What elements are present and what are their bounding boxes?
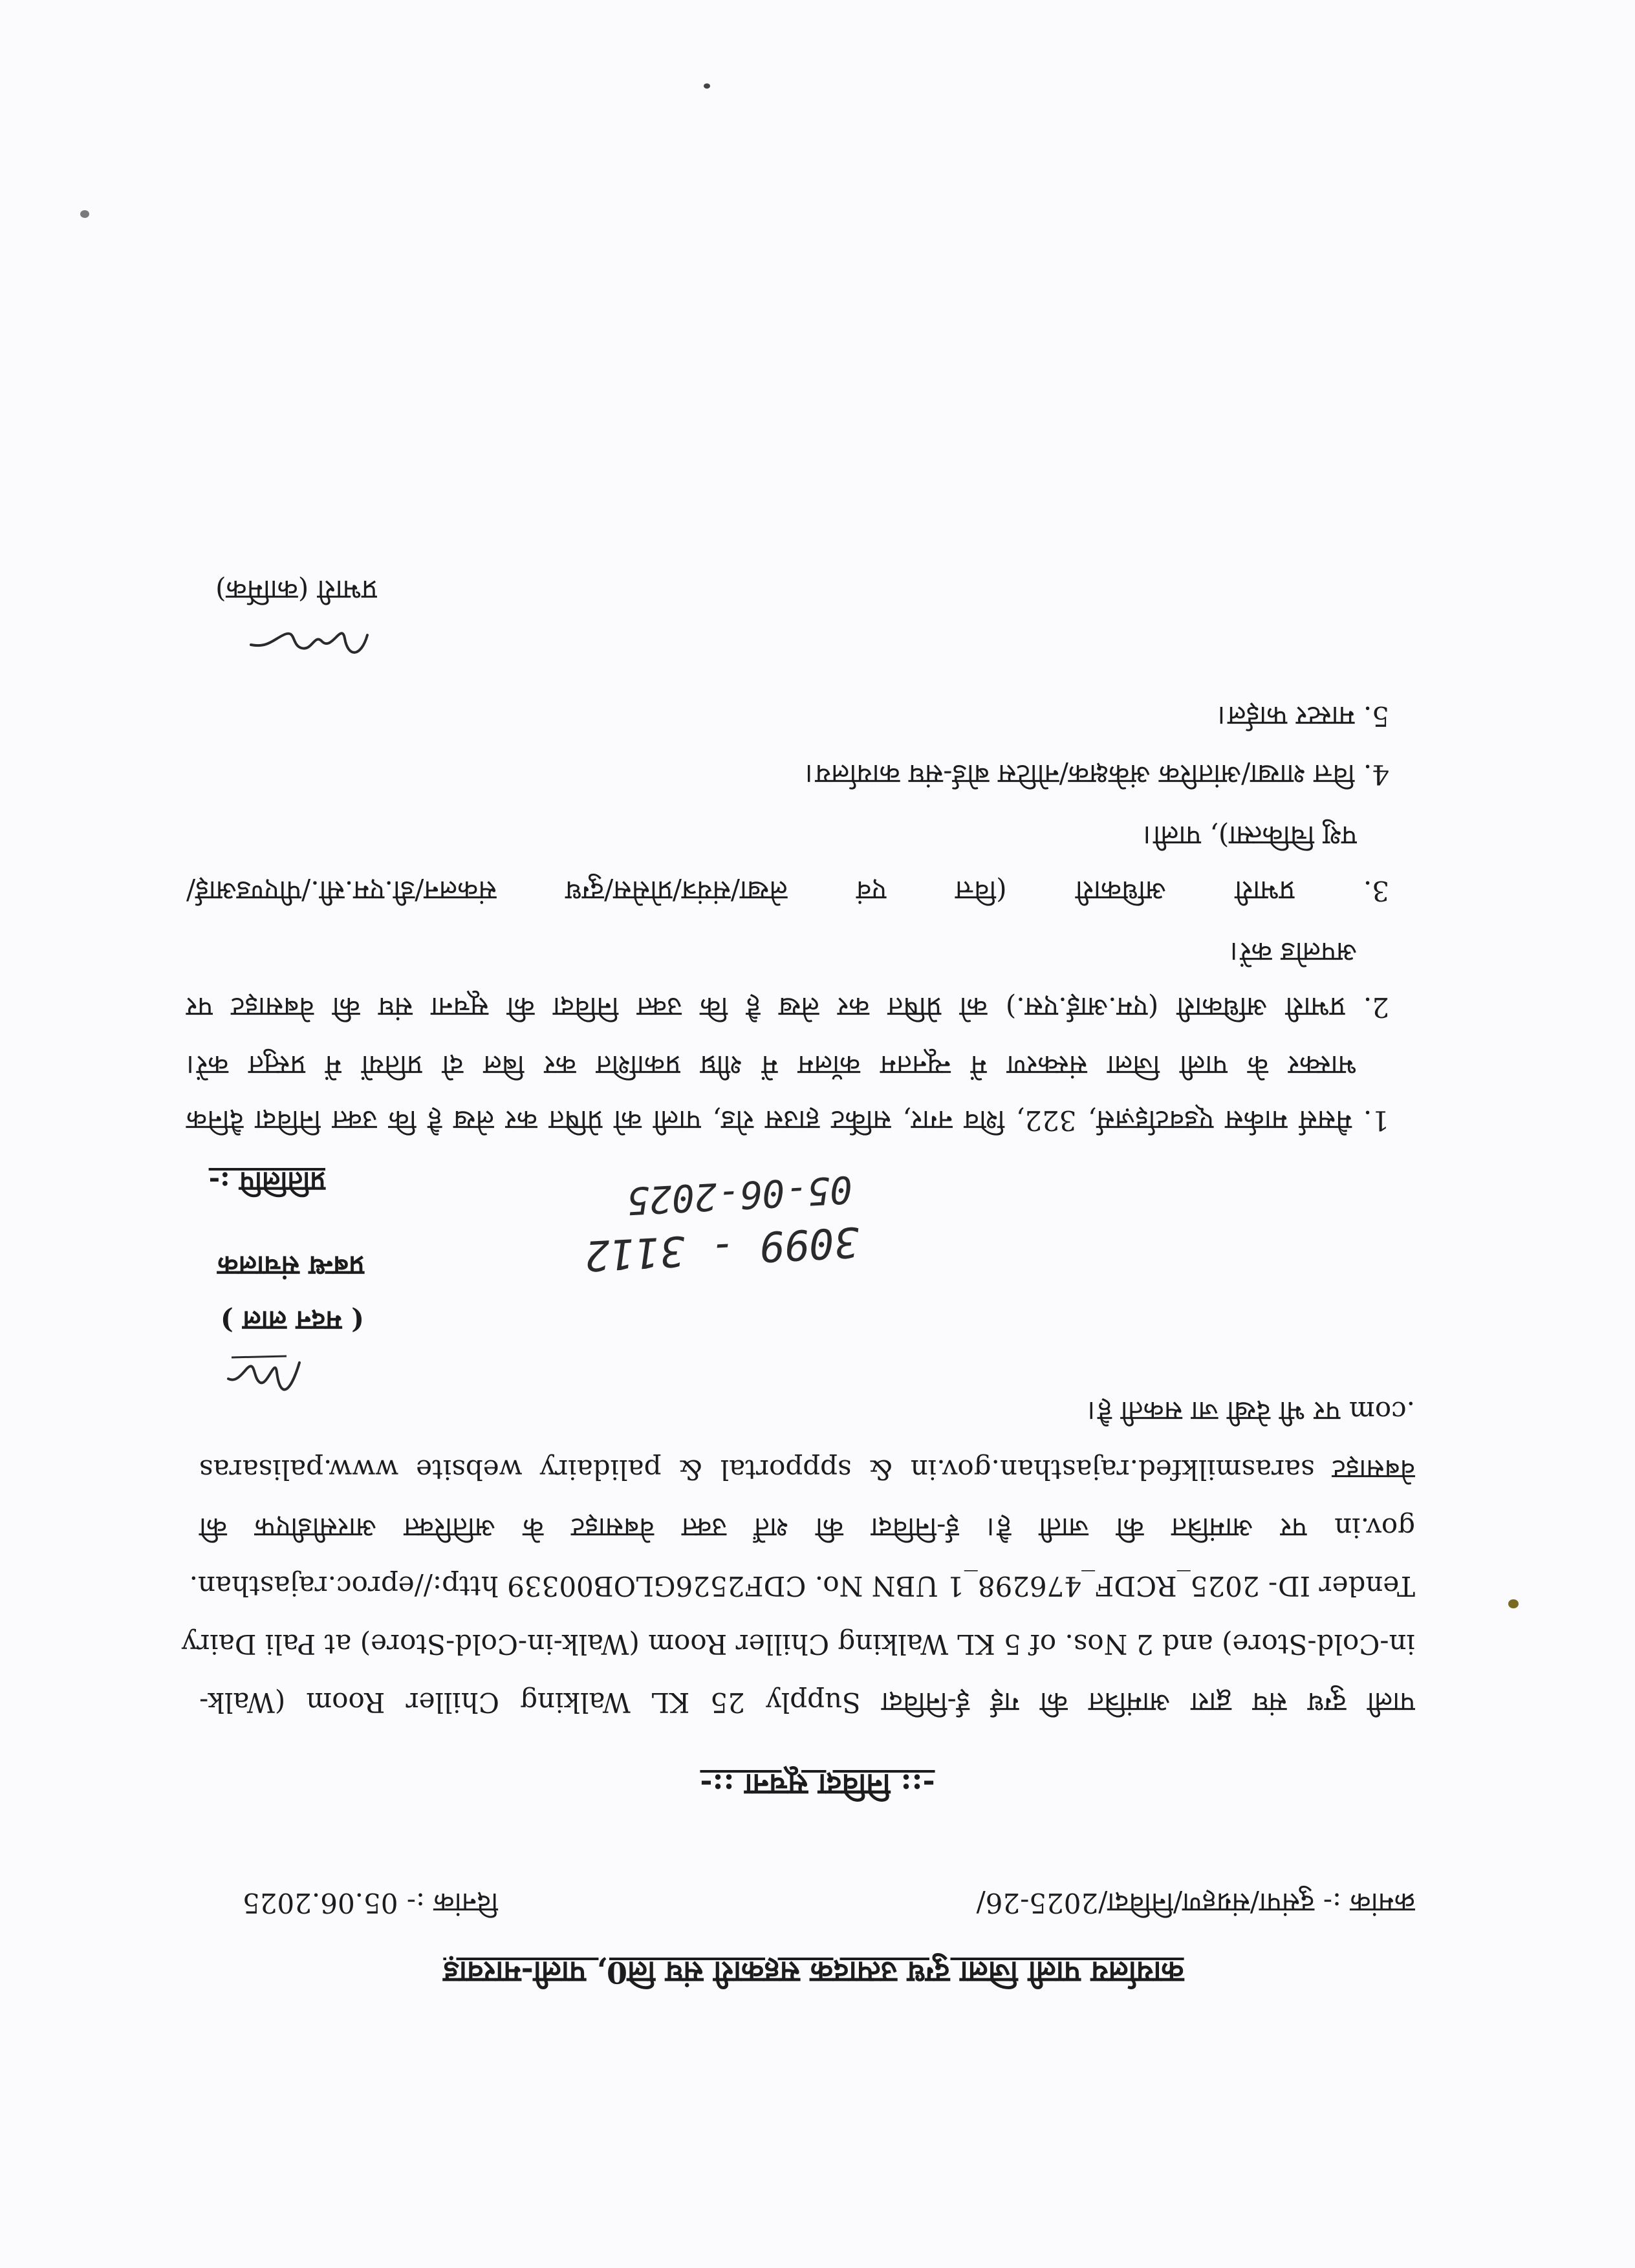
scan-speck xyxy=(1508,1599,1519,1608)
body-line: Tender ID- 2025_RCDF_476298_1 UBN No. CDF2526GLOB00339 http://eproc.rajasthan. xyxy=(189,1570,1415,1602)
copy-heading: प्रतिलिपि :- xyxy=(208,1166,325,1198)
body-line: वेबसाइट sarasmilkfed.rajasthan.gov.in & sppportal & palidairy website www.palisaras xyxy=(199,1454,1415,1485)
handwritten-signature xyxy=(222,1343,306,1408)
copy-item: 3. प्रभारी अधिकारी (वित्त एवं लेखा/संयंत्र/प्रोसेस/दुग्ध संकलन/डी.एम.सी./पीएण्डआई/ xyxy=(186,875,1389,907)
notice-title xyxy=(0,1767,1635,1802)
body-line: gov.in पर आमंत्रित की जाती है। ई-निविदा की शर्तें उक्त वेबसाइट के अतिरिक्त आरसीडीएफ की xyxy=(199,1512,1415,1544)
copy-item: 4. वित्त शाखा/आंतरिक अंकेक्षक/नोटिस बोर्ड-संघ कार्यालय। xyxy=(805,759,1389,790)
body-line: in-Cold-Store) and 2 Nos. of 5 KL Walking Chiller Room (Walk-in-Cold-Store) at Pali Dairy xyxy=(181,1628,1415,1660)
copy-item: 1. मैसर्स मार्कस ए्डवर्टाइज़र्स, 322, शिव नगर, सर्किट हाउस रोड, पाली को प्रेषित कर लेख है कि उक्त निविदा दैनिक xyxy=(186,1105,1389,1136)
reference-number: क्रमांक :- दुसंपा/संग्रहण/निविदा/2025-26/ xyxy=(976,1887,1415,1919)
handwritten-signature xyxy=(244,612,374,671)
body-line: पाली दुग्ध संघ द्वारा आमंत्रित की गई ई-निविदा Supply 25 KL Walking Chiller Room (Walk- xyxy=(199,1687,1415,1718)
dispatch-date: 05-06-2025 xyxy=(625,1167,854,1224)
signatory-name: ( मदन लाल ) xyxy=(220,1305,364,1337)
personnel-title: प्रभारी (कार्मिक) xyxy=(215,574,377,606)
signatory-title: प्रबन्ध संचालक xyxy=(217,1250,364,1282)
scan-speck xyxy=(704,83,710,89)
copy-item: अपलोड करें। xyxy=(1229,936,1357,968)
copy-item: 5. मास्टर फाईल। xyxy=(1217,700,1389,732)
copy-item: भास्कर के पाली जिला संस्करण में न्यूनतम कॉलम में शीघ्र प्रकाशित कर बिल दो प्रतियों में प्रस्तुत करें। xyxy=(186,1050,1357,1081)
copy-item: 2. प्रभारी अधिकारी (एम.आई.एस.) को प्रेषित कर लेख है कि उक्त निविदा की सूचना संघ की वेबसाइट पर xyxy=(186,991,1389,1023)
notice-title-text: -:: निविदा सूचना ::- xyxy=(700,1767,935,1802)
dispatch-number: 3099 - 3112 xyxy=(583,1216,860,1280)
letter-date: दिनांक :- 05.06.2025 xyxy=(243,1887,499,1919)
scan-speck xyxy=(80,210,89,218)
body-line: .com पर भी देखी जा सकती है। xyxy=(1087,1396,1415,1427)
office-heading: कार्यालय पाली जिला दुग्ध उत्पादक सहकारी संघ लि0, पाली-मारवाड़ xyxy=(443,1955,1184,1990)
copy-item: पशु चिकित्सा), पाली। xyxy=(1143,820,1357,852)
